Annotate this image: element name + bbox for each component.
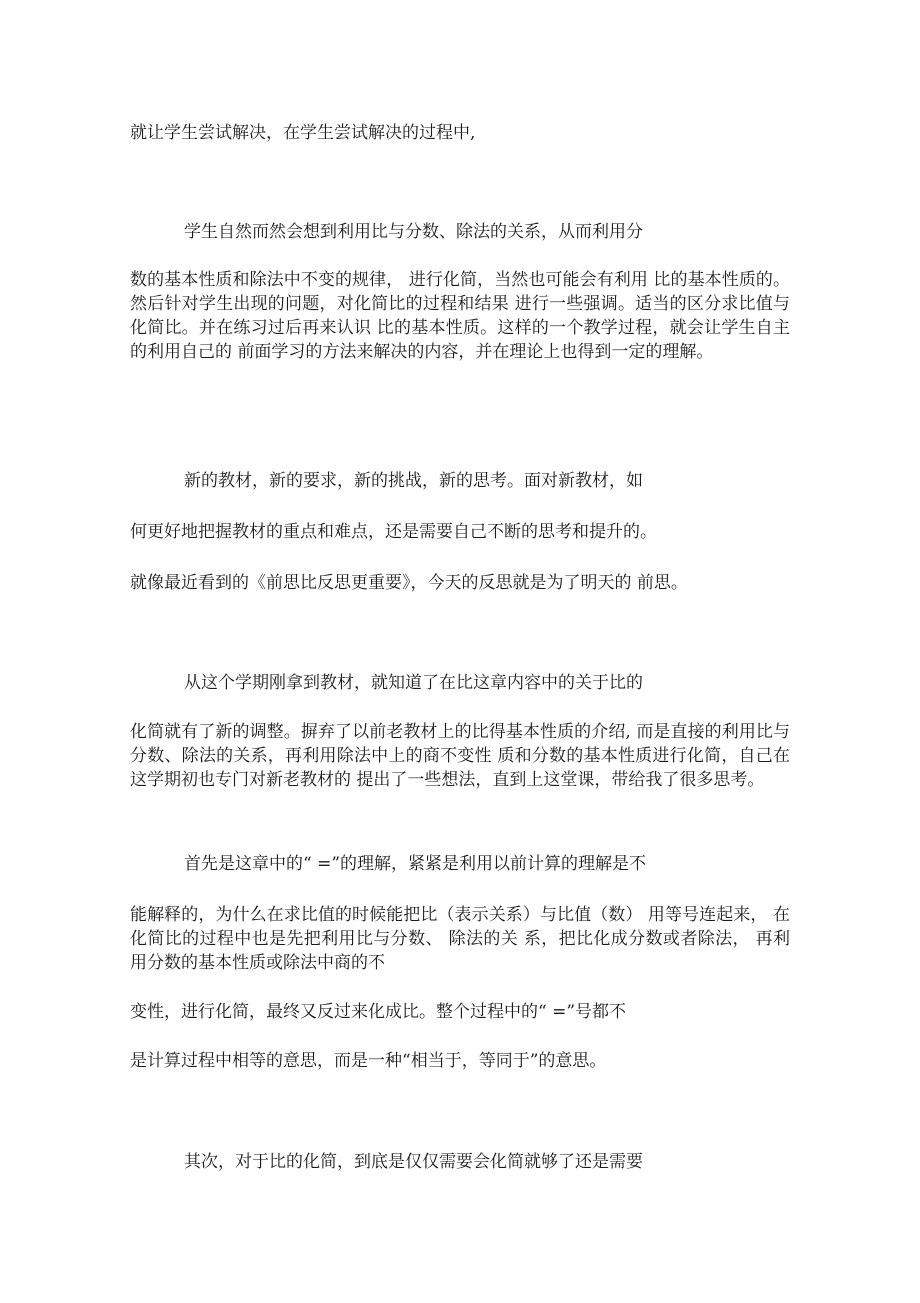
paragraph-line: 就像最近看到的《前思比反思更重要》，今天的反思就是为了明天的 前思。 [130, 573, 688, 593]
paragraph-body: 能解释的，为什么在求比值的时候能把比（表示关系）与比值（数） 用等号连起来， 在化简比的过程中也是先把利用比与分数、 除法的关 系，把比化成分数或者除法， 再利用分数的基本性质或除法中商的不 [130, 905, 790, 973]
paragraph-line: 何更好地把握教材的重点和难点，还是需要自己不断的思考和提升的。 [130, 522, 657, 542]
paragraph-lead: 首先是这章中的“ =”的理解，紧紧是利用以前计算的理解是不 [184, 854, 647, 874]
paragraph-body: 化简就有了新的调整。摒弃了以前老教材上的比得基本性质的介绍, 而是直接的利用比与分数、除法的关系，再利用除法中上的商不变性 质和分数的基本性质进行化简，自己在这学期初也专门对新老教材的 提出了一些想法，直到上这堂课，带给我了很多思考。 [130, 722, 790, 790]
paragraph-line: 变性，进行化简，最终又反过来化成比。整个过程中的“ =”号都不 [130, 1002, 627, 1022]
paragraph-line: 就让学生尝试解决，在学生尝试解决的过程中, [130, 123, 476, 143]
paragraph-body: 数的基本性质和除法中不变的规律， 进行化简，当然也可能会有利用 比的基本性质的。然后针对学生出现的问题，对化简比的过程和结果 进行一些强调。适当的区分求比值与化简比。并在练习过后再来认识 比的基本性质。这样的一个教学过程，就会让学生自主的利用自己的 前面学习的方法来解决的内容，并在理论上也得到一定的理解。 [130, 270, 790, 362]
paragraph-lead: 学生自然而然会想到利用比与分数、除法的关系，从而利用分 [184, 222, 643, 242]
paragraph-lead: 从这个学期刚拿到教材，就知道了在比这章内容中的关于比的 [184, 673, 643, 693]
paragraph-lead: 其次，对于比的化简，到底是仅仅需要会化简就够了还是需要 [184, 1152, 643, 1172]
paragraph-lead: 新的教材，新的要求，新的挑战，新的思考。面对新教材，如 [184, 471, 643, 491]
paragraph-line: 是计算过程中相等的意思，而是一种“相当于，等同于”的意思。 [130, 1051, 607, 1071]
